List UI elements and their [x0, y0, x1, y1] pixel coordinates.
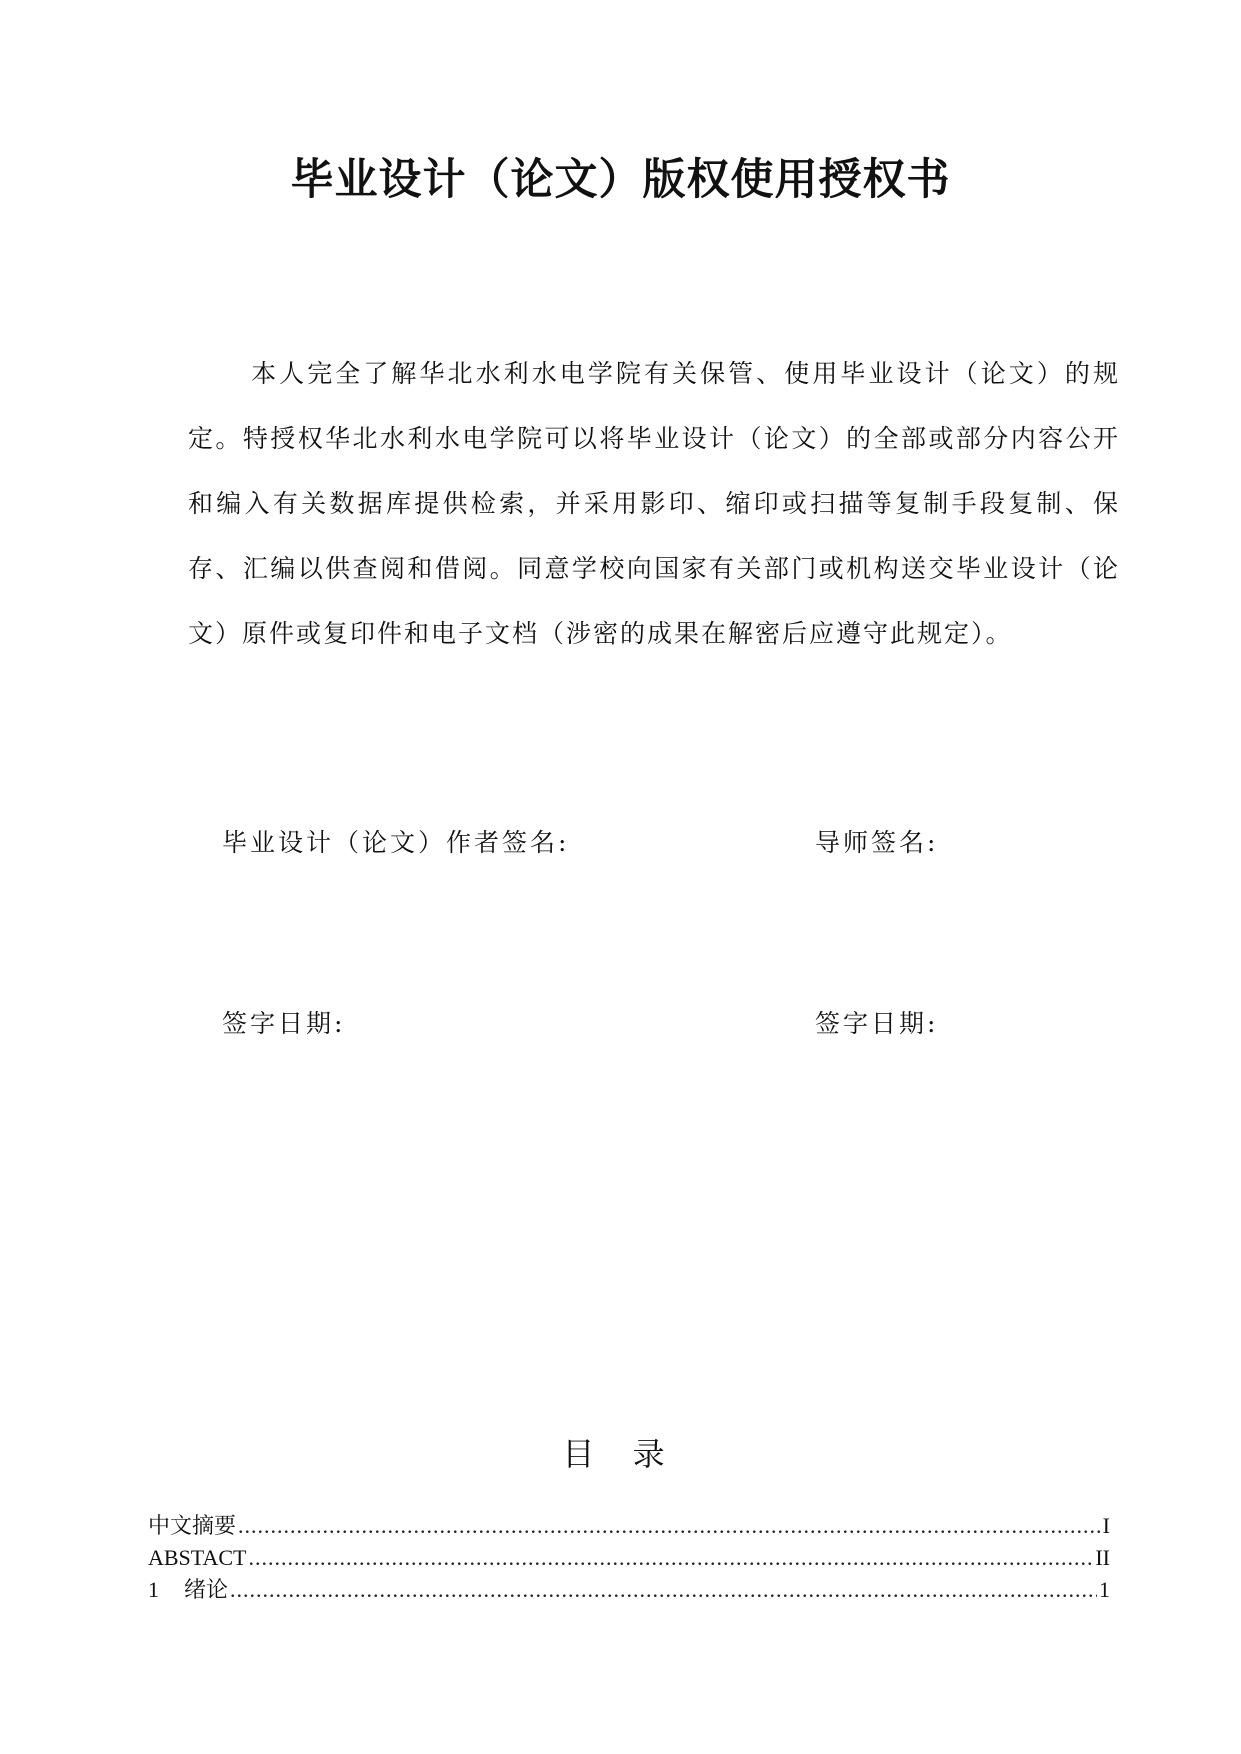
toc-entry-page: I [1102, 1513, 1110, 1538]
authorization-statement [188, 341, 1120, 666]
table-of-contents [148, 1510, 1110, 1606]
toc-entry-title-text: 绪论 [184, 1577, 229, 1602]
toc-entry-introduction[interactable] [148, 1574, 1110, 1606]
toc-entry-abstract-cn[interactable] [148, 1510, 1110, 1542]
toc-entry-number: 1 [148, 1577, 159, 1602]
author-signature-label: 毕业设计（论文）作者签名: [222, 828, 570, 857]
toc-entry-title: 中文摘要 [148, 1513, 237, 1538]
document-title: 毕业设计（论文）版权使用授权书 [290, 155, 951, 205]
toc-leader-dots [230, 1574, 1097, 1606]
author-date-label: 签字日期: [222, 1009, 346, 1038]
statement-text: 本人完全了解华北水利水电学院有关保管、使用毕业设计（论文）的规定。特授权华北水利水电学院可以将毕业设计（论文）的全部或部分内容公开和编入有关数据库提供检索，并采用影印、缩印或扫描等复制手段复制、保存、汇编以供查阅和借阅。同意学校向国家有关部门或机构送交毕业设计（论文）原件或复印件和电子文档（涉密的成果在解密后应遵守此规定）。 [188, 359, 1120, 648]
toc-heading: 目 录 [562, 1435, 679, 1473]
toc-leader-dots [238, 1510, 1101, 1542]
toc-leader-dots [248, 1542, 1093, 1574]
toc-entry-title: ABSTACT [148, 1545, 247, 1570]
advisor-signature-label: 导师签名: [815, 828, 939, 857]
toc-entry-page: II [1095, 1545, 1110, 1570]
toc-entry-page: 1 [1099, 1577, 1110, 1602]
toc-entry-abstract-en[interactable] [148, 1542, 1110, 1574]
advisor-date-label: 签字日期: [815, 1009, 939, 1038]
toc-entry-title [148, 1574, 228, 1606]
